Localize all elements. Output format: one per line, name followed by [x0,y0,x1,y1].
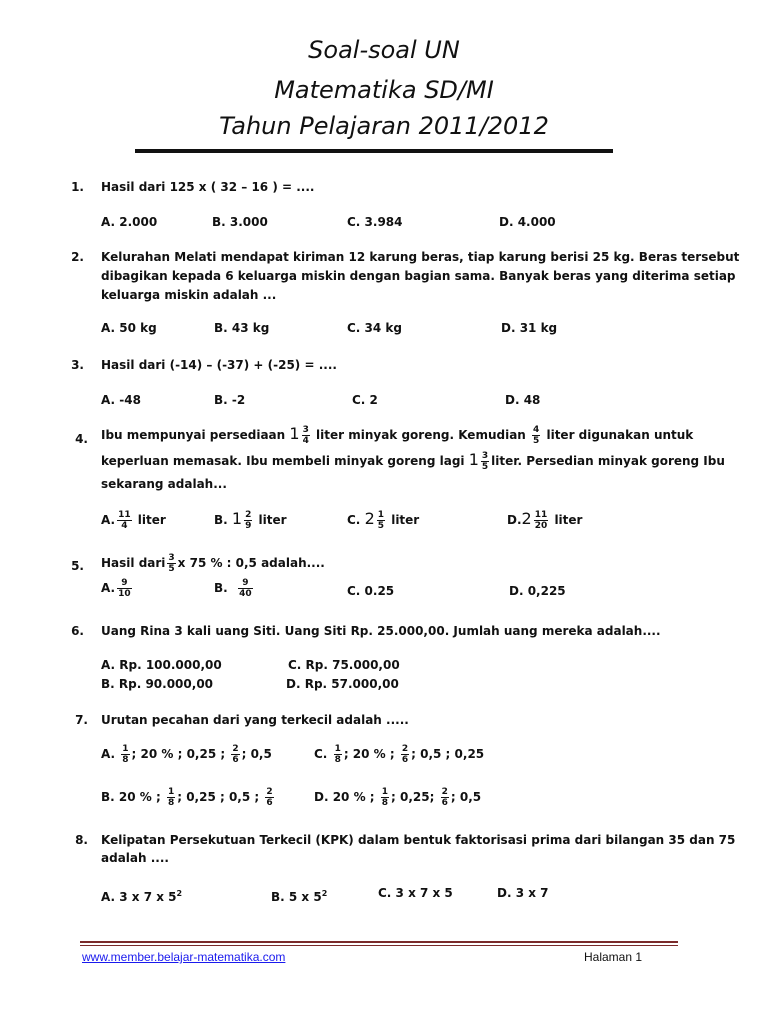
question-6-number: 6. [71,624,84,638]
question-7-number: 7. [75,713,88,727]
question-2-option-c: C. 34 kg [347,321,402,335]
question-4-option-b: B. 1 $\frac{2}{9}$ liter [214,509,287,531]
question-1-text: Hasil dari 125 x ( 32 – 16 ) = .... [101,180,315,194]
footer-rule-thin [80,945,678,946]
question-2-option-b: B. 43 kg [214,321,270,335]
question-4-line-3: sekarang adalah... [101,477,227,491]
question-4-option-a: A. $\frac{11}{4}$ liter [101,510,166,531]
question-3-option-c: C. 2 [352,393,378,407]
q4-line1-fraction: $\frac{3}{4}$ [302,425,309,446]
question-3-text: Hasil dari (-14) – (-37) + (-25) = .... [101,358,337,372]
q4-line2-whole: 1 [468,450,479,469]
question-6-option-d: D. Rp. 57.000,00 [286,677,399,691]
question-6-text: Uang Rina 3 kali uang Siti. Uang Siti Rp. 25.000,00. Jumlah uang mereka adalah.... [101,624,661,638]
question-8-option-a: A. 3 x 7 x $5^2$ [101,889,183,904]
question-7-option-b: B. 20 % ; $\frac{1}{8}$ ; 0,25 ; 0,5 ; $\frac{2}{6}$ [101,787,273,808]
question-8-line-2: adalah .... [101,851,169,865]
q4-line1-c: liter digunakan untuk [546,428,694,442]
q4-line1-a: Ibu mempunyai persediaan [101,428,286,442]
footer-rule-thick [80,941,678,943]
question-4-line-2 [101,451,725,472]
question-5-option-c: C. 0.25 [347,584,395,598]
q4-line1-fraction-2: $\frac{4}{5}$ [533,425,540,446]
question-3-option-b: B. -2 [214,393,246,407]
question-7-option-d: D. 20 % ; $\frac{1}{8}$ ; 0,25; $\frac{2}{6}$ ; 0,5 [314,787,482,808]
footer-page-number: Halaman 1 [584,950,643,964]
header-rule [135,149,613,153]
question-6-option-c: C. Rp. 75.000,00 [288,658,400,672]
q4-line2-a: keperluan memasak. Ibu membeli minyak goreng lagi [101,454,465,468]
q4-line1-whole: 1 [289,424,300,443]
title-line-1: Soal-soal UN [308,36,460,64]
question-5-option-a: A. $\frac{9}{10}$ [101,578,131,599]
question-4-number: 4. [75,432,88,446]
q4-line2-fraction: $\frac{3}{5}$ [481,451,489,472]
question-1-option-d: D. 4.000 [499,215,556,229]
question-8-option-d: D. 3 x 7 [497,886,549,900]
question-6-option-a: A. Rp. 100.000,00 [101,658,222,672]
question-2-option-a: A. 50 kg [101,321,157,335]
question-7-text: Urutan pecahan dari yang terkecil adalah ..... [101,713,409,727]
question-2-line-3: keluarga miskin adalah ... [101,288,277,302]
question-1-number: 1. [71,180,84,194]
title-line-2: Matematika SD/MI [274,76,494,104]
question-5-number: 5. [71,559,84,573]
q4-line2-b: liter. Persedian minyak goreng Ibu [491,454,725,468]
question-1-option-c: C. 3.984 [347,215,403,229]
question-2-line-1: Kelurahan Melati mendapat kiriman 12 karung beras, tiap karung berisi 25 kg. Beras tersebut [101,250,740,264]
question-3-option-a: A. -48 [101,393,141,407]
question-8-number: 8. [75,833,88,847]
question-4-option-d: D.2 $\frac{11}{20}$ liter [507,509,583,531]
question-5-option-d: D. 0,225 [509,584,566,598]
question-5-option-b: B. $\frac{9}{40}$ [214,578,252,599]
question-3-number: 3. [71,358,84,372]
question-6-option-b: B. Rp. 90.000,00 [101,677,214,691]
question-3-option-d: D. 48 [505,393,541,407]
question-7-option-a: A. $\frac{1}{8}$ ; 20 % ; 0,25 ; $\frac{2}{6}$ ; 0,5 [101,744,272,765]
question-8-option-b: B. 5 x $5^2$ [271,889,328,904]
question-8-line-1: Kelipatan Persekutuan Terkecil (KPK) dalam bentuk faktorisasi prima dari bilangan 35 dan 75 [101,833,736,847]
question-5-text: Hasil dari $\frac{3}{5}$ x 75 % : 0,5 adalah.... [101,553,325,574]
question-7-option-c: C. $\frac{1}{8}$ ; 20 % ; $\frac{2}{6}$ ; 0,5 ; 0,25 [314,744,485,765]
question-1-option-b: B. 3.000 [212,215,268,229]
question-2-line-2: dibagikan kepada 6 keluarga miskin dengan bagian sama. Banyak beras yang diterima setiap [101,269,736,283]
footer-website-link[interactable]: www.member.belajar-matematika.com [82,950,286,964]
question-8-option-c: C. 3 x 7 x 5 [378,886,453,900]
question-2-option-d: D. 31 kg [501,321,558,335]
title-line-3: Tahun Pelajaran 2011/2012 [219,112,549,140]
question-4-option-c: C. 2 $\frac{1}{5}$ liter [347,509,420,531]
question-1-option-a: A. 2.000 [101,215,158,229]
question-4-line-1 [101,425,693,446]
q4-line1-b: liter minyak goreng. Kemudian [316,428,526,442]
question-2-number: 2. [71,250,84,264]
